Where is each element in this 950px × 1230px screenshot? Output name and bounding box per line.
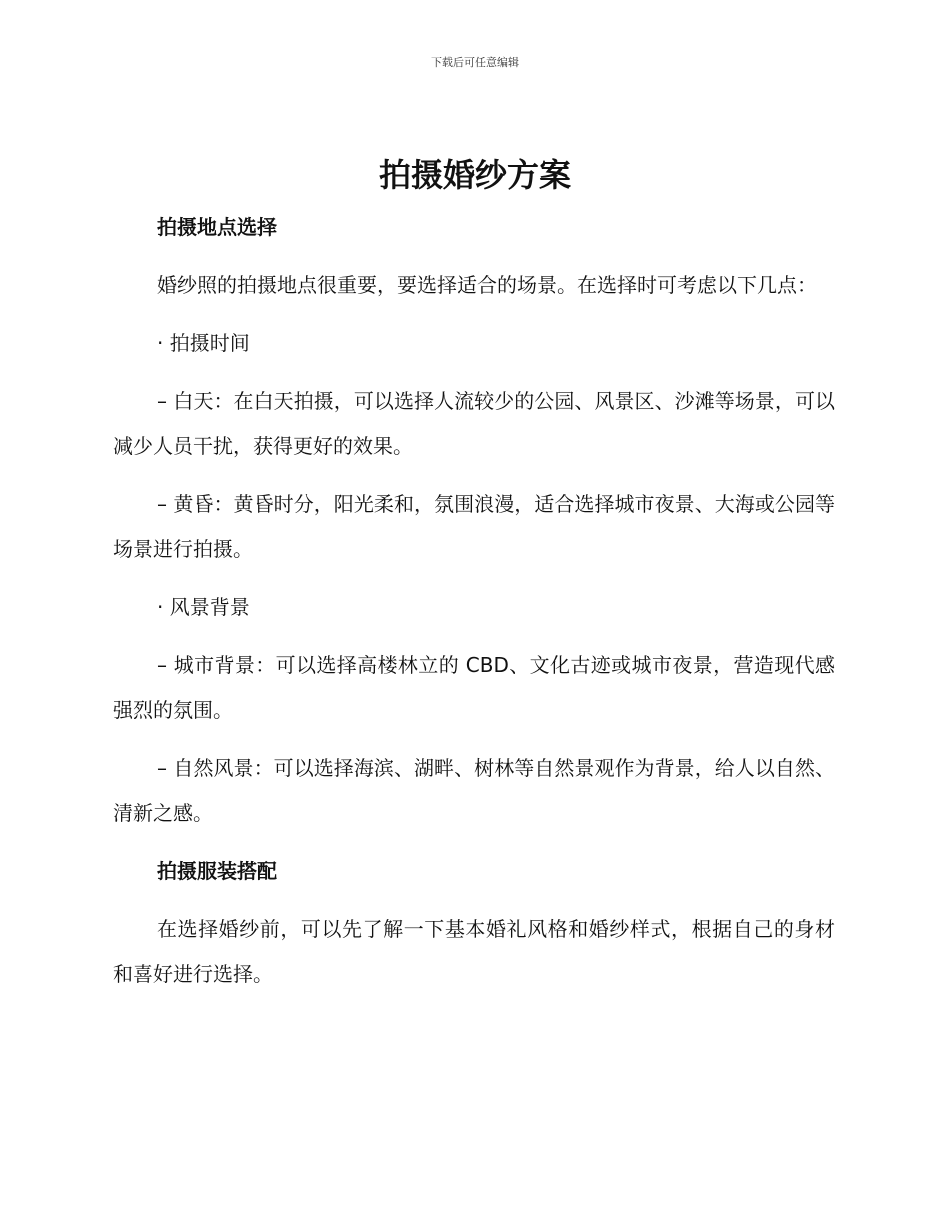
paragraph-natural-scenery: – 自然风景：可以选择海滨、湖畔、树林等自然景观作为背景，给人以自然、清新之感。 <box>113 756 835 825</box>
paragraph-dusk: – 黄昏：黄昏时分，阳光柔和，氛围浪漫，适合选择城市夜景、大海或公园等场景进行拍摄。 <box>113 492 835 561</box>
paragraph-location-intro: 婚纱照的拍摄地点很重要，要选择适合的场景。在选择时可考虑以下几点： <box>157 273 817 297</box>
section-heading-location: 拍摄地点选择 <box>157 215 277 239</box>
paragraph-clothing: 在选择婚纱前，可以先了解一下基本婚礼风格和婚纱样式，根据自己的身材和喜好进行选择。 <box>113 917 835 986</box>
bullet-shooting-time: · 拍摄时间 <box>157 331 250 355</box>
paragraph-city-background: – 城市背景：可以选择高楼林立的 CBD、文化古迹或城市夜景，营造现代感强烈的氛围。 <box>113 653 835 722</box>
bullet-scenery-background: · 风景背景 <box>157 595 250 619</box>
section-heading-clothing: 拍摄服装搭配 <box>157 859 277 883</box>
document-body <box>113 205 835 1010</box>
paragraph-daytime: – 白天：在白天拍摄，可以选择人流较少的公园、风景区、沙滩等场景，可以减少人员干扰，获得更好的效果。 <box>113 389 835 458</box>
page-title: 拍摄婚纱方案 <box>378 156 571 194</box>
header-note: 下载后可任意编辑 <box>431 56 519 69</box>
